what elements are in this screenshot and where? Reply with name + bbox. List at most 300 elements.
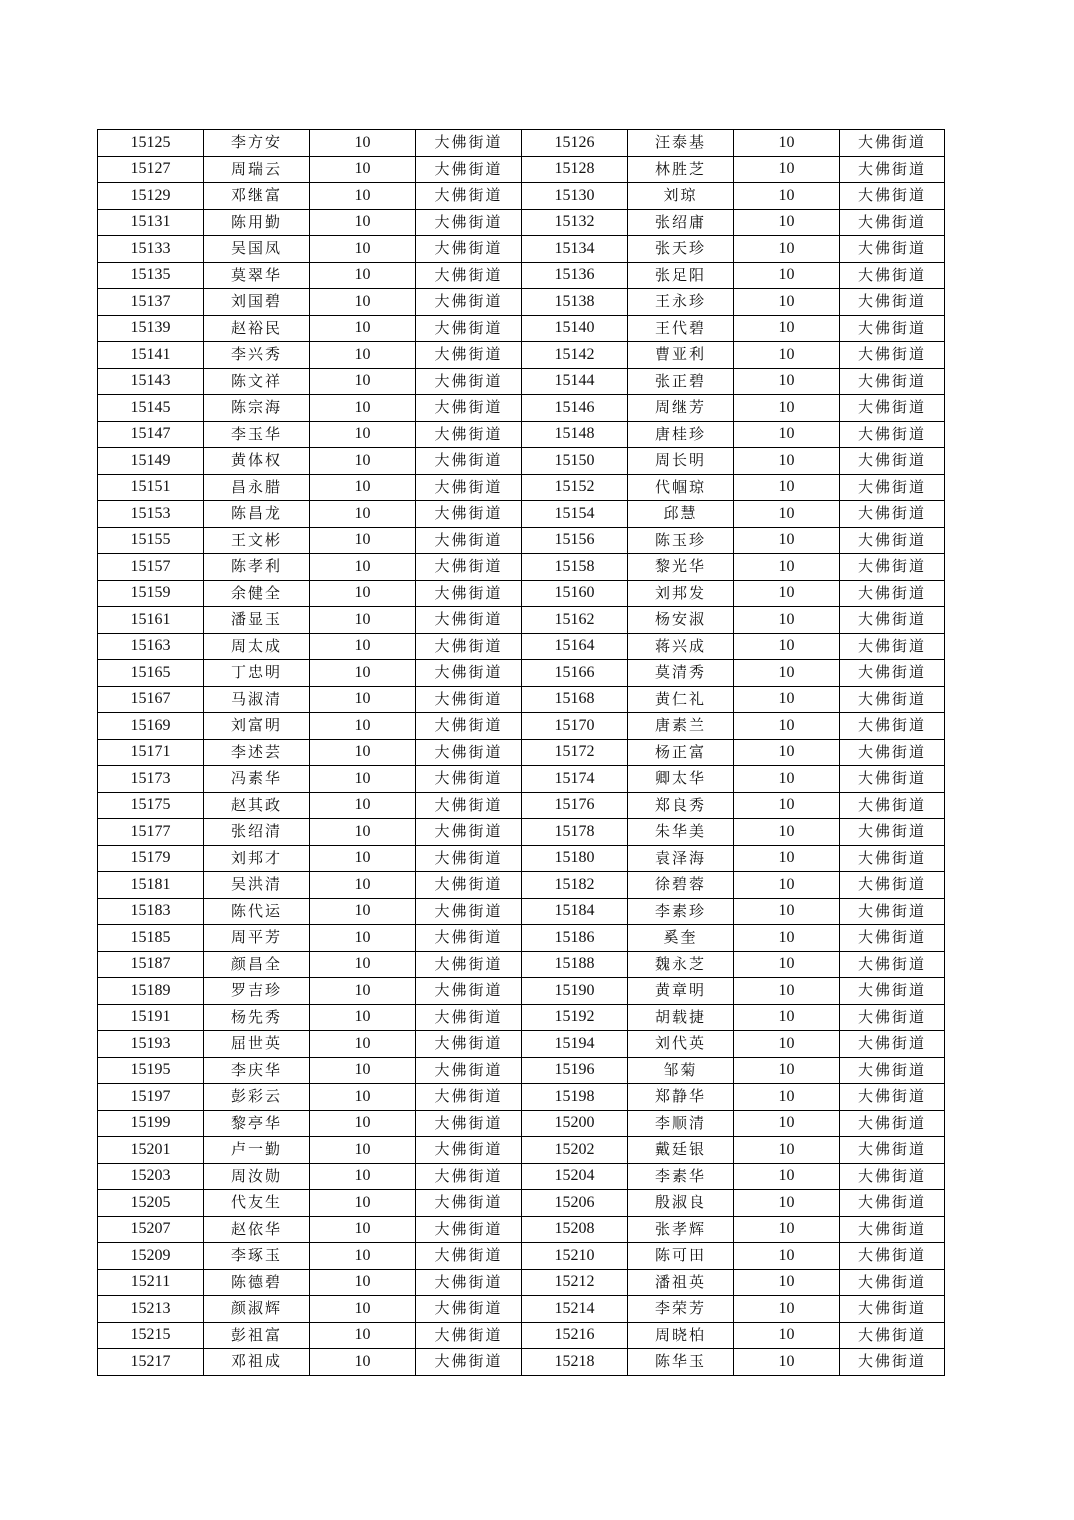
name-cell: 莫清秀 bbox=[628, 660, 734, 687]
table-row bbox=[98, 368, 945, 395]
id-cell: 15215 bbox=[98, 1322, 204, 1349]
name-cell: 胡载捷 bbox=[628, 1004, 734, 1031]
amount-cell: 10 bbox=[734, 713, 840, 740]
amount-cell: 10 bbox=[734, 1057, 840, 1084]
id-cell: 15172 bbox=[522, 739, 628, 766]
area-cell: 大佛街道 bbox=[840, 1110, 945, 1137]
name-cell: 代友生 bbox=[204, 1190, 310, 1217]
amount-cell: 10 bbox=[734, 898, 840, 925]
name-cell: 林胜芝 bbox=[628, 156, 734, 183]
id-cell: 15187 bbox=[98, 951, 204, 978]
name-cell: 戴廷银 bbox=[628, 1137, 734, 1164]
area-cell: 大佛街道 bbox=[840, 527, 945, 554]
name-cell: 吴国凤 bbox=[204, 236, 310, 263]
name-cell: 李方安 bbox=[204, 130, 310, 157]
amount-cell: 10 bbox=[734, 342, 840, 369]
id-cell: 15127 bbox=[98, 156, 204, 183]
roster-body bbox=[98, 130, 945, 1376]
area-cell: 大佛街道 bbox=[840, 1190, 945, 1217]
name-cell: 李荣芳 bbox=[628, 1296, 734, 1323]
amount-cell: 10 bbox=[310, 262, 416, 289]
amount-cell: 10 bbox=[734, 792, 840, 819]
id-cell: 15167 bbox=[98, 686, 204, 713]
area-cell: 大佛街道 bbox=[416, 368, 522, 395]
table-row bbox=[98, 1190, 945, 1217]
table-row bbox=[98, 1057, 945, 1084]
amount-cell: 10 bbox=[310, 474, 416, 501]
name-cell: 黄章明 bbox=[628, 978, 734, 1005]
id-cell: 15138 bbox=[522, 289, 628, 316]
name-cell: 王文彬 bbox=[204, 527, 310, 554]
area-cell: 大佛街道 bbox=[416, 289, 522, 316]
name-cell: 罗吉珍 bbox=[204, 978, 310, 1005]
name-cell: 莫翠华 bbox=[204, 262, 310, 289]
id-cell: 15179 bbox=[98, 845, 204, 872]
area-cell: 大佛街道 bbox=[416, 845, 522, 872]
name-cell: 奚奎 bbox=[628, 925, 734, 952]
name-cell: 蒋兴成 bbox=[628, 633, 734, 660]
id-cell: 15142 bbox=[522, 342, 628, 369]
amount-cell: 10 bbox=[734, 607, 840, 634]
id-cell: 15134 bbox=[522, 236, 628, 263]
id-cell: 15175 bbox=[98, 792, 204, 819]
name-cell: 汪泰基 bbox=[628, 130, 734, 157]
name-cell: 赵其政 bbox=[204, 792, 310, 819]
amount-cell: 10 bbox=[734, 925, 840, 952]
id-cell: 15164 bbox=[522, 633, 628, 660]
id-cell: 15125 bbox=[98, 130, 204, 157]
id-cell: 15191 bbox=[98, 1004, 204, 1031]
amount-cell: 10 bbox=[310, 1296, 416, 1323]
area-cell: 大佛街道 bbox=[840, 1322, 945, 1349]
name-cell: 屈世英 bbox=[204, 1031, 310, 1058]
amount-cell: 10 bbox=[734, 236, 840, 263]
name-cell: 颜昌全 bbox=[204, 951, 310, 978]
id-cell: 15169 bbox=[98, 713, 204, 740]
name-cell: 李庆华 bbox=[204, 1057, 310, 1084]
name-cell: 邱慧 bbox=[628, 501, 734, 528]
id-cell: 15165 bbox=[98, 660, 204, 687]
id-cell: 15141 bbox=[98, 342, 204, 369]
name-cell: 陈用勤 bbox=[204, 209, 310, 236]
area-cell: 大佛街道 bbox=[416, 872, 522, 899]
name-cell: 邓继富 bbox=[204, 183, 310, 210]
id-cell: 15189 bbox=[98, 978, 204, 1005]
table-row bbox=[98, 1216, 945, 1243]
id-cell: 15131 bbox=[98, 209, 204, 236]
area-cell: 大佛街道 bbox=[840, 1004, 945, 1031]
amount-cell: 10 bbox=[310, 130, 416, 157]
name-cell: 李顺清 bbox=[628, 1110, 734, 1137]
table-row bbox=[98, 819, 945, 846]
area-cell: 大佛街道 bbox=[840, 872, 945, 899]
area-cell: 大佛街道 bbox=[416, 898, 522, 925]
name-cell: 马淑清 bbox=[204, 686, 310, 713]
area-cell: 大佛街道 bbox=[840, 951, 945, 978]
name-cell: 朱华美 bbox=[628, 819, 734, 846]
amount-cell: 10 bbox=[734, 156, 840, 183]
id-cell: 15205 bbox=[98, 1190, 204, 1217]
table-row bbox=[98, 1349, 945, 1376]
table-row bbox=[98, 766, 945, 793]
name-cell: 曹亚利 bbox=[628, 342, 734, 369]
name-cell: 张正碧 bbox=[628, 368, 734, 395]
amount-cell: 10 bbox=[734, 368, 840, 395]
amount-cell: 10 bbox=[734, 1031, 840, 1058]
area-cell: 大佛街道 bbox=[840, 978, 945, 1005]
amount-cell: 10 bbox=[734, 686, 840, 713]
amount-cell: 10 bbox=[310, 1163, 416, 1190]
name-cell: 彭祖富 bbox=[204, 1322, 310, 1349]
id-cell: 15193 bbox=[98, 1031, 204, 1058]
area-cell: 大佛街道 bbox=[416, 342, 522, 369]
amount-cell: 10 bbox=[734, 474, 840, 501]
amount-cell: 10 bbox=[734, 289, 840, 316]
id-cell: 15195 bbox=[98, 1057, 204, 1084]
area-cell: 大佛街道 bbox=[840, 1243, 945, 1270]
name-cell: 刘邦发 bbox=[628, 580, 734, 607]
amount-cell: 10 bbox=[310, 766, 416, 793]
id-cell: 15194 bbox=[522, 1031, 628, 1058]
area-cell: 大佛街道 bbox=[416, 766, 522, 793]
name-cell: 李素珍 bbox=[628, 898, 734, 925]
area-cell: 大佛街道 bbox=[840, 474, 945, 501]
area-cell: 大佛街道 bbox=[416, 1243, 522, 1270]
id-cell: 15170 bbox=[522, 713, 628, 740]
area-cell: 大佛街道 bbox=[840, 183, 945, 210]
area-cell: 大佛街道 bbox=[416, 1110, 522, 1137]
table-row bbox=[98, 236, 945, 263]
amount-cell: 10 bbox=[310, 925, 416, 952]
name-cell: 袁泽海 bbox=[628, 845, 734, 872]
area-cell: 大佛街道 bbox=[416, 183, 522, 210]
area-cell: 大佛街道 bbox=[416, 156, 522, 183]
id-cell: 15185 bbox=[98, 925, 204, 952]
area-cell: 大佛街道 bbox=[416, 209, 522, 236]
name-cell: 陈代运 bbox=[204, 898, 310, 925]
area-cell: 大佛街道 bbox=[416, 686, 522, 713]
area-cell: 大佛街道 bbox=[840, 209, 945, 236]
id-cell: 15211 bbox=[98, 1269, 204, 1296]
area-cell: 大佛街道 bbox=[416, 951, 522, 978]
area-cell: 大佛街道 bbox=[416, 395, 522, 422]
amount-cell: 10 bbox=[734, 1084, 840, 1111]
id-cell: 15210 bbox=[522, 1243, 628, 1270]
area-cell: 大佛街道 bbox=[840, 315, 945, 342]
name-cell: 赵裕民 bbox=[204, 315, 310, 342]
area-cell: 大佛街道 bbox=[840, 1216, 945, 1243]
id-cell: 15209 bbox=[98, 1243, 204, 1270]
id-cell: 15161 bbox=[98, 607, 204, 634]
name-cell: 潘祖英 bbox=[628, 1269, 734, 1296]
name-cell: 刘琼 bbox=[628, 183, 734, 210]
area-cell: 大佛街道 bbox=[840, 792, 945, 819]
id-cell: 15178 bbox=[522, 819, 628, 846]
id-cell: 15207 bbox=[98, 1216, 204, 1243]
table-row bbox=[98, 580, 945, 607]
id-cell: 15197 bbox=[98, 1084, 204, 1111]
area-cell: 大佛街道 bbox=[416, 1269, 522, 1296]
area-cell: 大佛街道 bbox=[840, 580, 945, 607]
amount-cell: 10 bbox=[734, 1349, 840, 1376]
amount-cell: 10 bbox=[310, 580, 416, 607]
table-row bbox=[98, 289, 945, 316]
amount-cell: 10 bbox=[310, 951, 416, 978]
amount-cell: 10 bbox=[734, 1269, 840, 1296]
id-cell: 15203 bbox=[98, 1163, 204, 1190]
area-cell: 大佛街道 bbox=[840, 448, 945, 475]
area-cell: 大佛街道 bbox=[416, 474, 522, 501]
roster-table bbox=[97, 129, 945, 1376]
name-cell: 赵依华 bbox=[204, 1216, 310, 1243]
name-cell: 唐素兰 bbox=[628, 713, 734, 740]
name-cell: 唐桂珍 bbox=[628, 421, 734, 448]
id-cell: 15213 bbox=[98, 1296, 204, 1323]
name-cell: 陈玉珍 bbox=[628, 527, 734, 554]
area-cell: 大佛街道 bbox=[840, 262, 945, 289]
name-cell: 王代碧 bbox=[628, 315, 734, 342]
area-cell: 大佛街道 bbox=[416, 1057, 522, 1084]
area-cell: 大佛街道 bbox=[840, 739, 945, 766]
area-cell: 大佛街道 bbox=[416, 1163, 522, 1190]
name-cell: 张足阳 bbox=[628, 262, 734, 289]
id-cell: 15196 bbox=[522, 1057, 628, 1084]
amount-cell: 10 bbox=[734, 554, 840, 581]
area-cell: 大佛街道 bbox=[416, 554, 522, 581]
amount-cell: 10 bbox=[734, 209, 840, 236]
area-cell: 大佛街道 bbox=[840, 1269, 945, 1296]
name-cell: 刘富明 bbox=[204, 713, 310, 740]
id-cell: 15139 bbox=[98, 315, 204, 342]
amount-cell: 10 bbox=[734, 1110, 840, 1137]
table-row bbox=[98, 1031, 945, 1058]
id-cell: 15212 bbox=[522, 1269, 628, 1296]
name-cell: 杨先秀 bbox=[204, 1004, 310, 1031]
id-cell: 15190 bbox=[522, 978, 628, 1005]
table-row bbox=[98, 1137, 945, 1164]
id-cell: 15153 bbox=[98, 501, 204, 528]
amount-cell: 10 bbox=[310, 527, 416, 554]
name-cell: 黎亭华 bbox=[204, 1110, 310, 1137]
area-cell: 大佛街道 bbox=[840, 819, 945, 846]
table-row bbox=[98, 1322, 945, 1349]
amount-cell: 10 bbox=[310, 448, 416, 475]
name-cell: 邓祖成 bbox=[204, 1349, 310, 1376]
amount-cell: 10 bbox=[310, 1031, 416, 1058]
area-cell: 大佛街道 bbox=[416, 421, 522, 448]
id-cell: 15158 bbox=[522, 554, 628, 581]
area-cell: 大佛街道 bbox=[416, 1031, 522, 1058]
table-row bbox=[98, 448, 945, 475]
area-cell: 大佛街道 bbox=[840, 845, 945, 872]
name-cell: 陈宗海 bbox=[204, 395, 310, 422]
name-cell: 张天珍 bbox=[628, 236, 734, 263]
table-row bbox=[98, 872, 945, 899]
id-cell: 15143 bbox=[98, 368, 204, 395]
amount-cell: 10 bbox=[310, 395, 416, 422]
id-cell: 15186 bbox=[522, 925, 628, 952]
area-cell: 大佛街道 bbox=[840, 633, 945, 660]
amount-cell: 10 bbox=[310, 1216, 416, 1243]
id-cell: 15152 bbox=[522, 474, 628, 501]
id-cell: 15155 bbox=[98, 527, 204, 554]
amount-cell: 10 bbox=[310, 739, 416, 766]
id-cell: 15184 bbox=[522, 898, 628, 925]
id-cell: 15151 bbox=[98, 474, 204, 501]
area-cell: 大佛街道 bbox=[416, 1322, 522, 1349]
id-cell: 15201 bbox=[98, 1137, 204, 1164]
area-cell: 大佛街道 bbox=[840, 342, 945, 369]
amount-cell: 10 bbox=[734, 1190, 840, 1217]
amount-cell: 10 bbox=[310, 713, 416, 740]
area-cell: 大佛街道 bbox=[840, 1057, 945, 1084]
id-cell: 15147 bbox=[98, 421, 204, 448]
table-row bbox=[98, 262, 945, 289]
area-cell: 大佛街道 bbox=[416, 501, 522, 528]
id-cell: 15181 bbox=[98, 872, 204, 899]
id-cell: 15150 bbox=[522, 448, 628, 475]
id-cell: 15177 bbox=[98, 819, 204, 846]
amount-cell: 10 bbox=[734, 1163, 840, 1190]
name-cell: 潘显玉 bbox=[204, 607, 310, 634]
table-row bbox=[98, 554, 945, 581]
name-cell: 魏永芝 bbox=[628, 951, 734, 978]
name-cell: 陈华玉 bbox=[628, 1349, 734, 1376]
table-row bbox=[98, 978, 945, 1005]
amount-cell: 10 bbox=[310, 1349, 416, 1376]
name-cell: 昌永腊 bbox=[204, 474, 310, 501]
table-row bbox=[98, 845, 945, 872]
area-cell: 大佛街道 bbox=[840, 1031, 945, 1058]
amount-cell: 10 bbox=[310, 368, 416, 395]
amount-cell: 10 bbox=[734, 580, 840, 607]
table-row bbox=[98, 925, 945, 952]
amount-cell: 10 bbox=[310, 898, 416, 925]
area-cell: 大佛街道 bbox=[416, 262, 522, 289]
id-cell: 15173 bbox=[98, 766, 204, 793]
name-cell: 吴洪清 bbox=[204, 872, 310, 899]
area-cell: 大佛街道 bbox=[840, 1163, 945, 1190]
id-cell: 15218 bbox=[522, 1349, 628, 1376]
area-cell: 大佛街道 bbox=[416, 633, 522, 660]
name-cell: 郑静华 bbox=[628, 1084, 734, 1111]
table-row bbox=[98, 951, 945, 978]
amount-cell: 10 bbox=[310, 342, 416, 369]
amount-cell: 10 bbox=[310, 1057, 416, 1084]
area-cell: 大佛街道 bbox=[416, 792, 522, 819]
table-row bbox=[98, 209, 945, 236]
id-cell: 15208 bbox=[522, 1216, 628, 1243]
id-cell: 15180 bbox=[522, 845, 628, 872]
table-row bbox=[98, 156, 945, 183]
name-cell: 杨安淑 bbox=[628, 607, 734, 634]
area-cell: 大佛街道 bbox=[416, 1296, 522, 1323]
name-cell: 陈可田 bbox=[628, 1243, 734, 1270]
name-cell: 陈昌龙 bbox=[204, 501, 310, 528]
id-cell: 15206 bbox=[522, 1190, 628, 1217]
amount-cell: 10 bbox=[310, 1322, 416, 1349]
name-cell: 张孝辉 bbox=[628, 1216, 734, 1243]
id-cell: 15174 bbox=[522, 766, 628, 793]
amount-cell: 10 bbox=[310, 183, 416, 210]
area-cell: 大佛街道 bbox=[416, 1084, 522, 1111]
id-cell: 15202 bbox=[522, 1137, 628, 1164]
area-cell: 大佛街道 bbox=[416, 713, 522, 740]
amount-cell: 10 bbox=[310, 607, 416, 634]
area-cell: 大佛街道 bbox=[840, 130, 945, 157]
name-cell: 李琢玉 bbox=[204, 1243, 310, 1270]
name-cell: 王永珍 bbox=[628, 289, 734, 316]
id-cell: 15199 bbox=[98, 1110, 204, 1137]
area-cell: 大佛街道 bbox=[416, 315, 522, 342]
table-row bbox=[98, 183, 945, 210]
table-row bbox=[98, 474, 945, 501]
name-cell: 李素华 bbox=[628, 1163, 734, 1190]
amount-cell: 10 bbox=[310, 1190, 416, 1217]
id-cell: 15129 bbox=[98, 183, 204, 210]
area-cell: 大佛街道 bbox=[840, 156, 945, 183]
amount-cell: 10 bbox=[310, 633, 416, 660]
name-cell: 张绍庸 bbox=[628, 209, 734, 236]
area-cell: 大佛街道 bbox=[416, 1190, 522, 1217]
name-cell: 周继芳 bbox=[628, 395, 734, 422]
amount-cell: 10 bbox=[734, 951, 840, 978]
id-cell: 15154 bbox=[522, 501, 628, 528]
amount-cell: 10 bbox=[734, 633, 840, 660]
amount-cell: 10 bbox=[310, 315, 416, 342]
amount-cell: 10 bbox=[310, 978, 416, 1005]
name-cell: 张绍清 bbox=[204, 819, 310, 846]
id-cell: 15198 bbox=[522, 1084, 628, 1111]
area-cell: 大佛街道 bbox=[840, 713, 945, 740]
name-cell: 邹菊 bbox=[628, 1057, 734, 1084]
area-cell: 大佛街道 bbox=[416, 1216, 522, 1243]
area-cell: 大佛街道 bbox=[416, 607, 522, 634]
amount-cell: 10 bbox=[734, 262, 840, 289]
amount-cell: 10 bbox=[310, 1110, 416, 1137]
name-cell: 丁忠明 bbox=[204, 660, 310, 687]
id-cell: 15156 bbox=[522, 527, 628, 554]
id-cell: 15214 bbox=[522, 1296, 628, 1323]
table-row bbox=[98, 130, 945, 157]
area-cell: 大佛街道 bbox=[416, 660, 522, 687]
amount-cell: 10 bbox=[310, 1269, 416, 1296]
table-row bbox=[98, 660, 945, 687]
table-row bbox=[98, 1084, 945, 1111]
amount-cell: 10 bbox=[734, 527, 840, 554]
name-cell: 殷淑良 bbox=[628, 1190, 734, 1217]
name-cell: 刘国碧 bbox=[204, 289, 310, 316]
amount-cell: 10 bbox=[310, 1137, 416, 1164]
id-cell: 15200 bbox=[522, 1110, 628, 1137]
table-row bbox=[98, 633, 945, 660]
table-row bbox=[98, 315, 945, 342]
amount-cell: 10 bbox=[310, 1004, 416, 1031]
amount-cell: 10 bbox=[310, 872, 416, 899]
id-cell: 15163 bbox=[98, 633, 204, 660]
name-cell: 卿太华 bbox=[628, 766, 734, 793]
id-cell: 15159 bbox=[98, 580, 204, 607]
amount-cell: 10 bbox=[310, 421, 416, 448]
area-cell: 大佛街道 bbox=[840, 925, 945, 952]
name-cell: 杨正富 bbox=[628, 739, 734, 766]
area-cell: 大佛街道 bbox=[416, 236, 522, 263]
id-cell: 15146 bbox=[522, 395, 628, 422]
id-cell: 15128 bbox=[522, 156, 628, 183]
amount-cell: 10 bbox=[734, 1004, 840, 1031]
area-cell: 大佛街道 bbox=[840, 1084, 945, 1111]
id-cell: 15148 bbox=[522, 421, 628, 448]
